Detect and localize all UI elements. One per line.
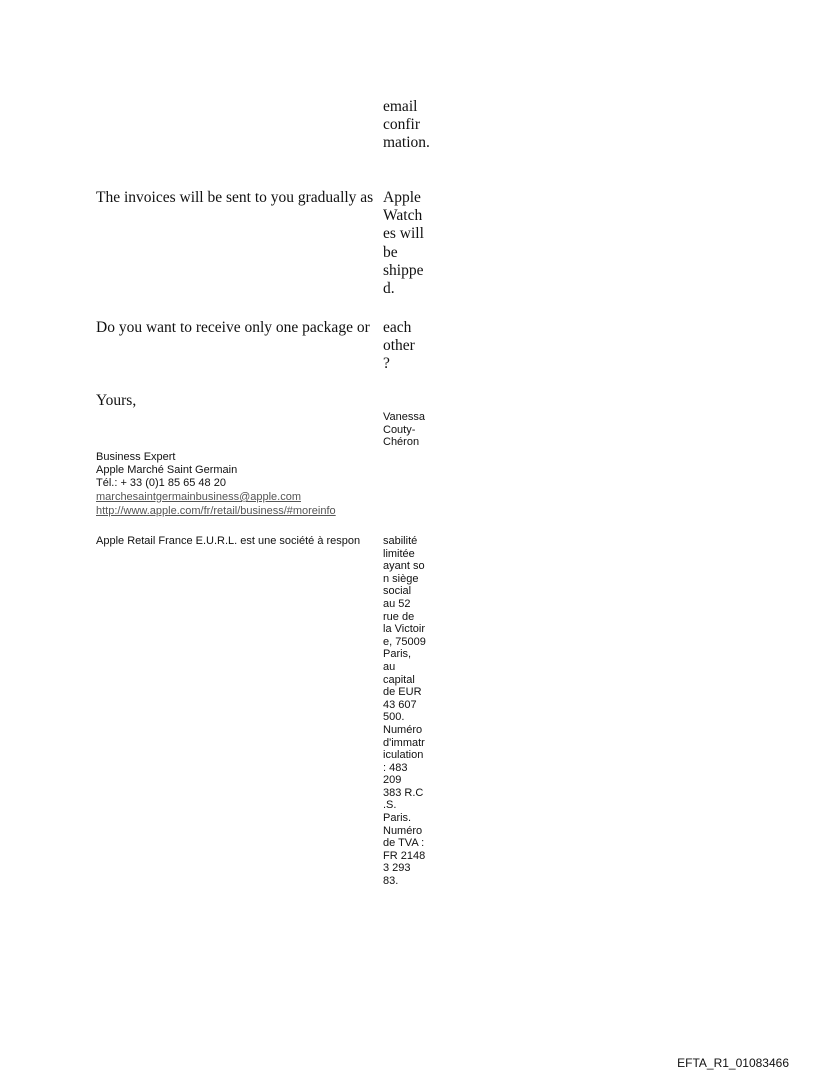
signature-title: Business Expert: [96, 451, 176, 463]
signature-website-link[interactable]: http://www.apple.com/fr/retail/business/#moreinfo: [96, 505, 336, 517]
signature-email-link[interactable]: marchesaintgermainbusiness@apple.com: [96, 491, 301, 503]
email-confirmation-column: email confir mation.: [383, 98, 430, 152]
signature-store: Apple Marché Saint Germain: [96, 464, 238, 476]
signature-phone: Tél.: + 33 (0)1 85 65 48 20: [96, 477, 226, 489]
package-question-column: each other ?: [383, 319, 415, 373]
signature-name: Vanessa Couty- Chéron: [383, 411, 425, 449]
invoices-sentence-lead: The invoices will be sent to you gradually as: [96, 189, 374, 206]
legal-notice-lead: Apple Retail France E.U.R.L. est une société à respon: [96, 535, 361, 547]
legal-notice-column: sabilité limitée ayant so n siège social au 52 rue de la Victoir e, 75009 Paris, au capital de EUR 43 607 500. Numéro d'immatr iculation : 483 209 383 R.C .S. Paris. Numéro de TVA : FR 2148 3 293 83.: [383, 535, 426, 888]
invoices-sentence-column: Apple Watch es will be shippe d.: [383, 189, 424, 298]
document-id-footer: EFTA_R1_01083466: [677, 1056, 789, 1070]
closing-salutation: Yours,: [96, 392, 137, 409]
package-question-lead: Do you want to receive only one package or: [96, 319, 370, 336]
